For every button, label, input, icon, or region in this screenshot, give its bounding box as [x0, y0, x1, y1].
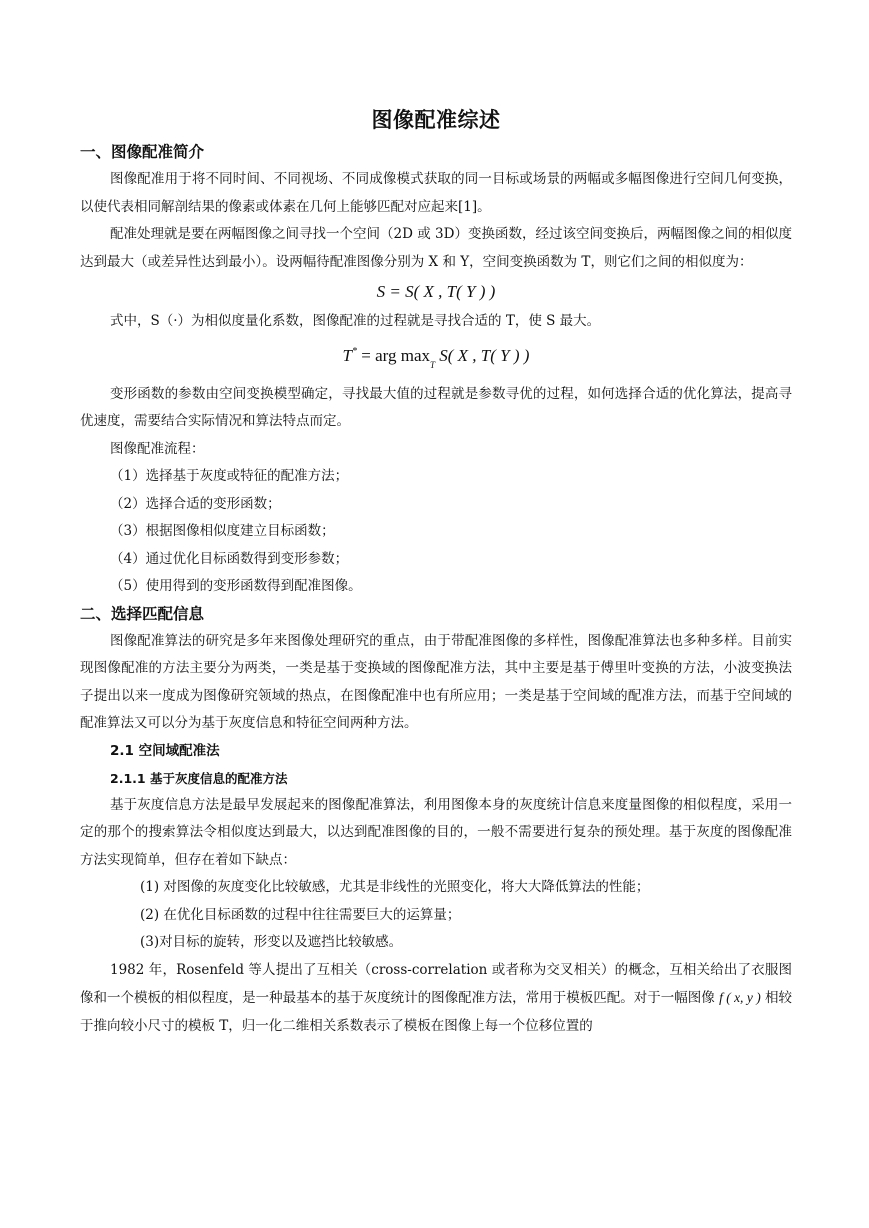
- section-heading-matching: 二、选择匹配信息: [80, 604, 205, 623]
- paragraph: 变形函数的参数由空间变换模型确定，寻找最大值的过程就是参数寻优的过程，如何选择合适的优化算法，提高寻优速度，需要结合实际情况和算法特点而定。: [80, 385, 792, 429]
- paragraph-text: 相较于推向较小尺寸的模板 T，归一化二维相关系数表示了模板在图像上每一个位移位置的: [80, 990, 792, 1034]
- paragraph: 式中，S（·）为相似度量化系数，图像配准的过程就是寻找合适的 T，使 S 最大。: [110, 313, 601, 329]
- list-item: (3)对目标的旋转，形变以及遮挡比较敏感。: [140, 934, 403, 950]
- paragraph: 图像配准用于将不同时间、不同视场、不同成像模式获取的同一目标或场景的两幅或多幅图像进行空间几何变换，以使代表相同解剖结果的像素或体素在几何上能够匹配对应起来[1]。: [80, 171, 792, 215]
- document-page: [80, 104, 792, 1040]
- list-item: （1）选择基于灰度或特征的配准方法；: [110, 468, 349, 484]
- equation-subscript: T: [430, 359, 436, 370]
- list-item: （2）选择合适的变形函数；: [110, 495, 281, 512]
- paragraph: 基于灰度信息方法是最早发展起来的图像配准算法，利用图像本身的灰度统计信息来度量图像的相似程度，采用一定的那个的搜索算法令相似度达到最大，以达到配准图像的目的，一般不需要进行复杂的预处理。基于灰度的图像配准方法实现简单，但存在着如下缺点：: [80, 796, 792, 868]
- document-title: 图像配准综述: [371, 108, 501, 132]
- paragraph-text: 1982 年，Rosenfeld 等人提出了互相关（cross-correlation 或者称为交叉相关）的概念，互相关给出了衣服图像和一个模板的相似程度，是一种最基本的基于灰度统计的图像配准方法，常用于模板匹配。对于一幅图像: [80, 961, 792, 1006]
- list-item: (2) 在优化目标函数的过程中往往需要巨大的运算量；: [140, 906, 461, 923]
- equation-similarity: S = S( X , T( Y ) ): [376, 282, 496, 301]
- subsubsection-heading: 2.1.1 基于灰度信息的配准方法: [110, 770, 288, 786]
- inline-math: f ( x, y ): [719, 990, 761, 1005]
- list-item: (1) 对图像的灰度变化比较敏感，尤其是非线性的光照变化，将大大降低算法的性能；: [140, 879, 650, 895]
- equation-operator: = arg max: [356, 345, 430, 365]
- paragraph: 图像配准算法的研究是多年来图像处理研究的重点，由于带配准图像的多样性，图像配准算法也多种多样。目前实现图像配准的方法主要分为两类，一类是基于变换域的图像配准方法，其中主要是基于傅里叶变换的方法，小波变换法子提出以来一度成为图像研究领域的热点，在图像配准中也有所应用；一类是基于空间域的配准方法，而基于空间域的配准算法又可以分为基于灰度信息和特征空间两种方法。: [80, 632, 792, 731]
- list-item: （5）使用得到的变形函数得到配准图像。: [110, 578, 362, 594]
- paragraph: 图像配准流程：: [110, 440, 205, 457]
- list-item: （3）根据图像相似度建立目标函数；: [110, 523, 335, 539]
- equation-lhs: T: [342, 345, 352, 365]
- equation-rhs: S( X , T( Y ) ): [435, 345, 530, 365]
- equation-superscript: *: [351, 345, 357, 357]
- list-item: （4）通过优化目标函数得到变形参数；: [110, 550, 349, 567]
- section-heading-intro: 一、图像配准简介: [80, 143, 205, 161]
- paragraph: 配准处理就是要在两幅图像之间寻找一个空间（2D 或 3D）变换函数，经过该空间变换后，两幅图像之间的相似度达到最大（或差异性达到最小）。设两幅待配准图像分别为 X 和 Y，空间变换函数为 T，则它们之间的相似度为：: [80, 226, 792, 270]
- equation-argmax: [80, 336, 792, 381]
- subsection-heading: 2.1 空间域配准法: [110, 742, 220, 759]
- paragraph: [80, 957, 792, 1041]
